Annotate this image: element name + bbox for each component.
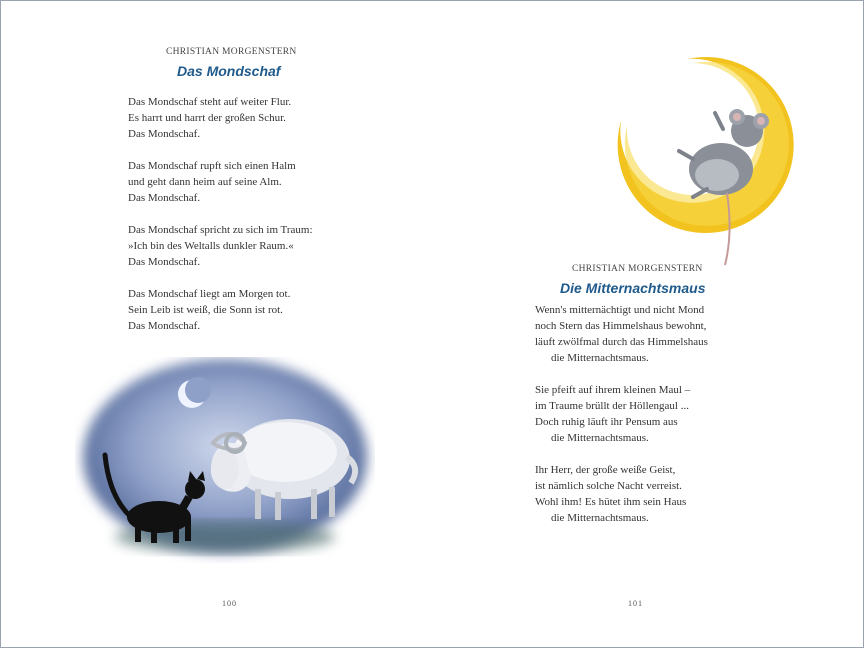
right-stanza-3: [535, 462, 686, 526]
poem-line: Doch ruhig läuft ihr Pensum aus: [535, 416, 678, 428]
poem-line: Das Mondschaf spricht zu sich im Traum:: [128, 224, 313, 236]
left-stanza-1: [128, 94, 291, 142]
mouse-on-moon-illustration: [607, 49, 797, 271]
left-stanza-2: [128, 158, 296, 206]
poem-line: läuft zwölfmal durch das Himmelshaus: [535, 336, 708, 348]
poem-line: Das Mondschaf.: [128, 192, 201, 204]
crescent-moon-icon: [618, 57, 794, 233]
poem-line-refrain: die Mitternachtsmaus.: [551, 352, 649, 364]
right-stanza-2: [535, 382, 690, 446]
poem-line: und geht dann heim auf seine Alm.: [128, 176, 282, 188]
poem-line: noch Stern das Himmelshaus bewohnt,: [535, 320, 707, 332]
poem-line: »Ich bin des Weltalls dunkler Raum.«: [128, 240, 294, 252]
poem-line: Wenn's mitternächtigt und nicht Mond: [535, 304, 705, 316]
poem-line: ist nämlich solche Nacht verreist.: [535, 480, 682, 492]
right-title: Die Mitternachtsmaus: [560, 280, 706, 296]
poem-line: Das Mondschaf.: [128, 128, 201, 140]
poem-line: Das Mondschaf.: [128, 256, 201, 268]
poem-line: Sie pfeift auf ihrem kleinen Maul –: [535, 384, 691, 396]
poem-line: im Traume brüllt der Höllengaul ...: [535, 400, 689, 412]
right-stanza-1: [535, 302, 708, 366]
left-stanza-3: [128, 222, 313, 270]
right-author: CHRISTIAN MORGENSTERN: [572, 264, 703, 274]
poem-line: Ihr Herr, der große weiße Geist,: [535, 464, 676, 476]
poem-line: Das Mondschaf liegt am Morgen tot.: [128, 288, 291, 300]
right-page-number: 101: [628, 599, 643, 608]
left-stanza-4: [128, 286, 290, 334]
poem-line: Das Mondschaf.: [128, 320, 201, 332]
sheep-and-cat-illustration: [75, 357, 375, 563]
poem-line-refrain: die Mitternachtsmaus.: [551, 512, 649, 524]
left-page-number: 100: [222, 599, 237, 608]
poem-line: Sein Leib ist weiß, die Sonn ist rot.: [128, 304, 283, 316]
left-author: CHRISTIAN MORGENSTERN: [166, 47, 297, 57]
poem-line-refrain: die Mitternachtsmaus.: [551, 432, 649, 444]
poem-line: Es harrt und harrt der großen Schur.: [128, 112, 286, 124]
poem-line: Das Mondschaf rupft sich einen Halm: [128, 160, 296, 172]
left-title: Das Mondschaf: [177, 63, 281, 79]
poem-line: Das Mondschaf steht auf weiter Flur.: [128, 96, 292, 108]
poem-line: Wohl ihm! Es hütet ihm sein Haus: [535, 496, 687, 508]
